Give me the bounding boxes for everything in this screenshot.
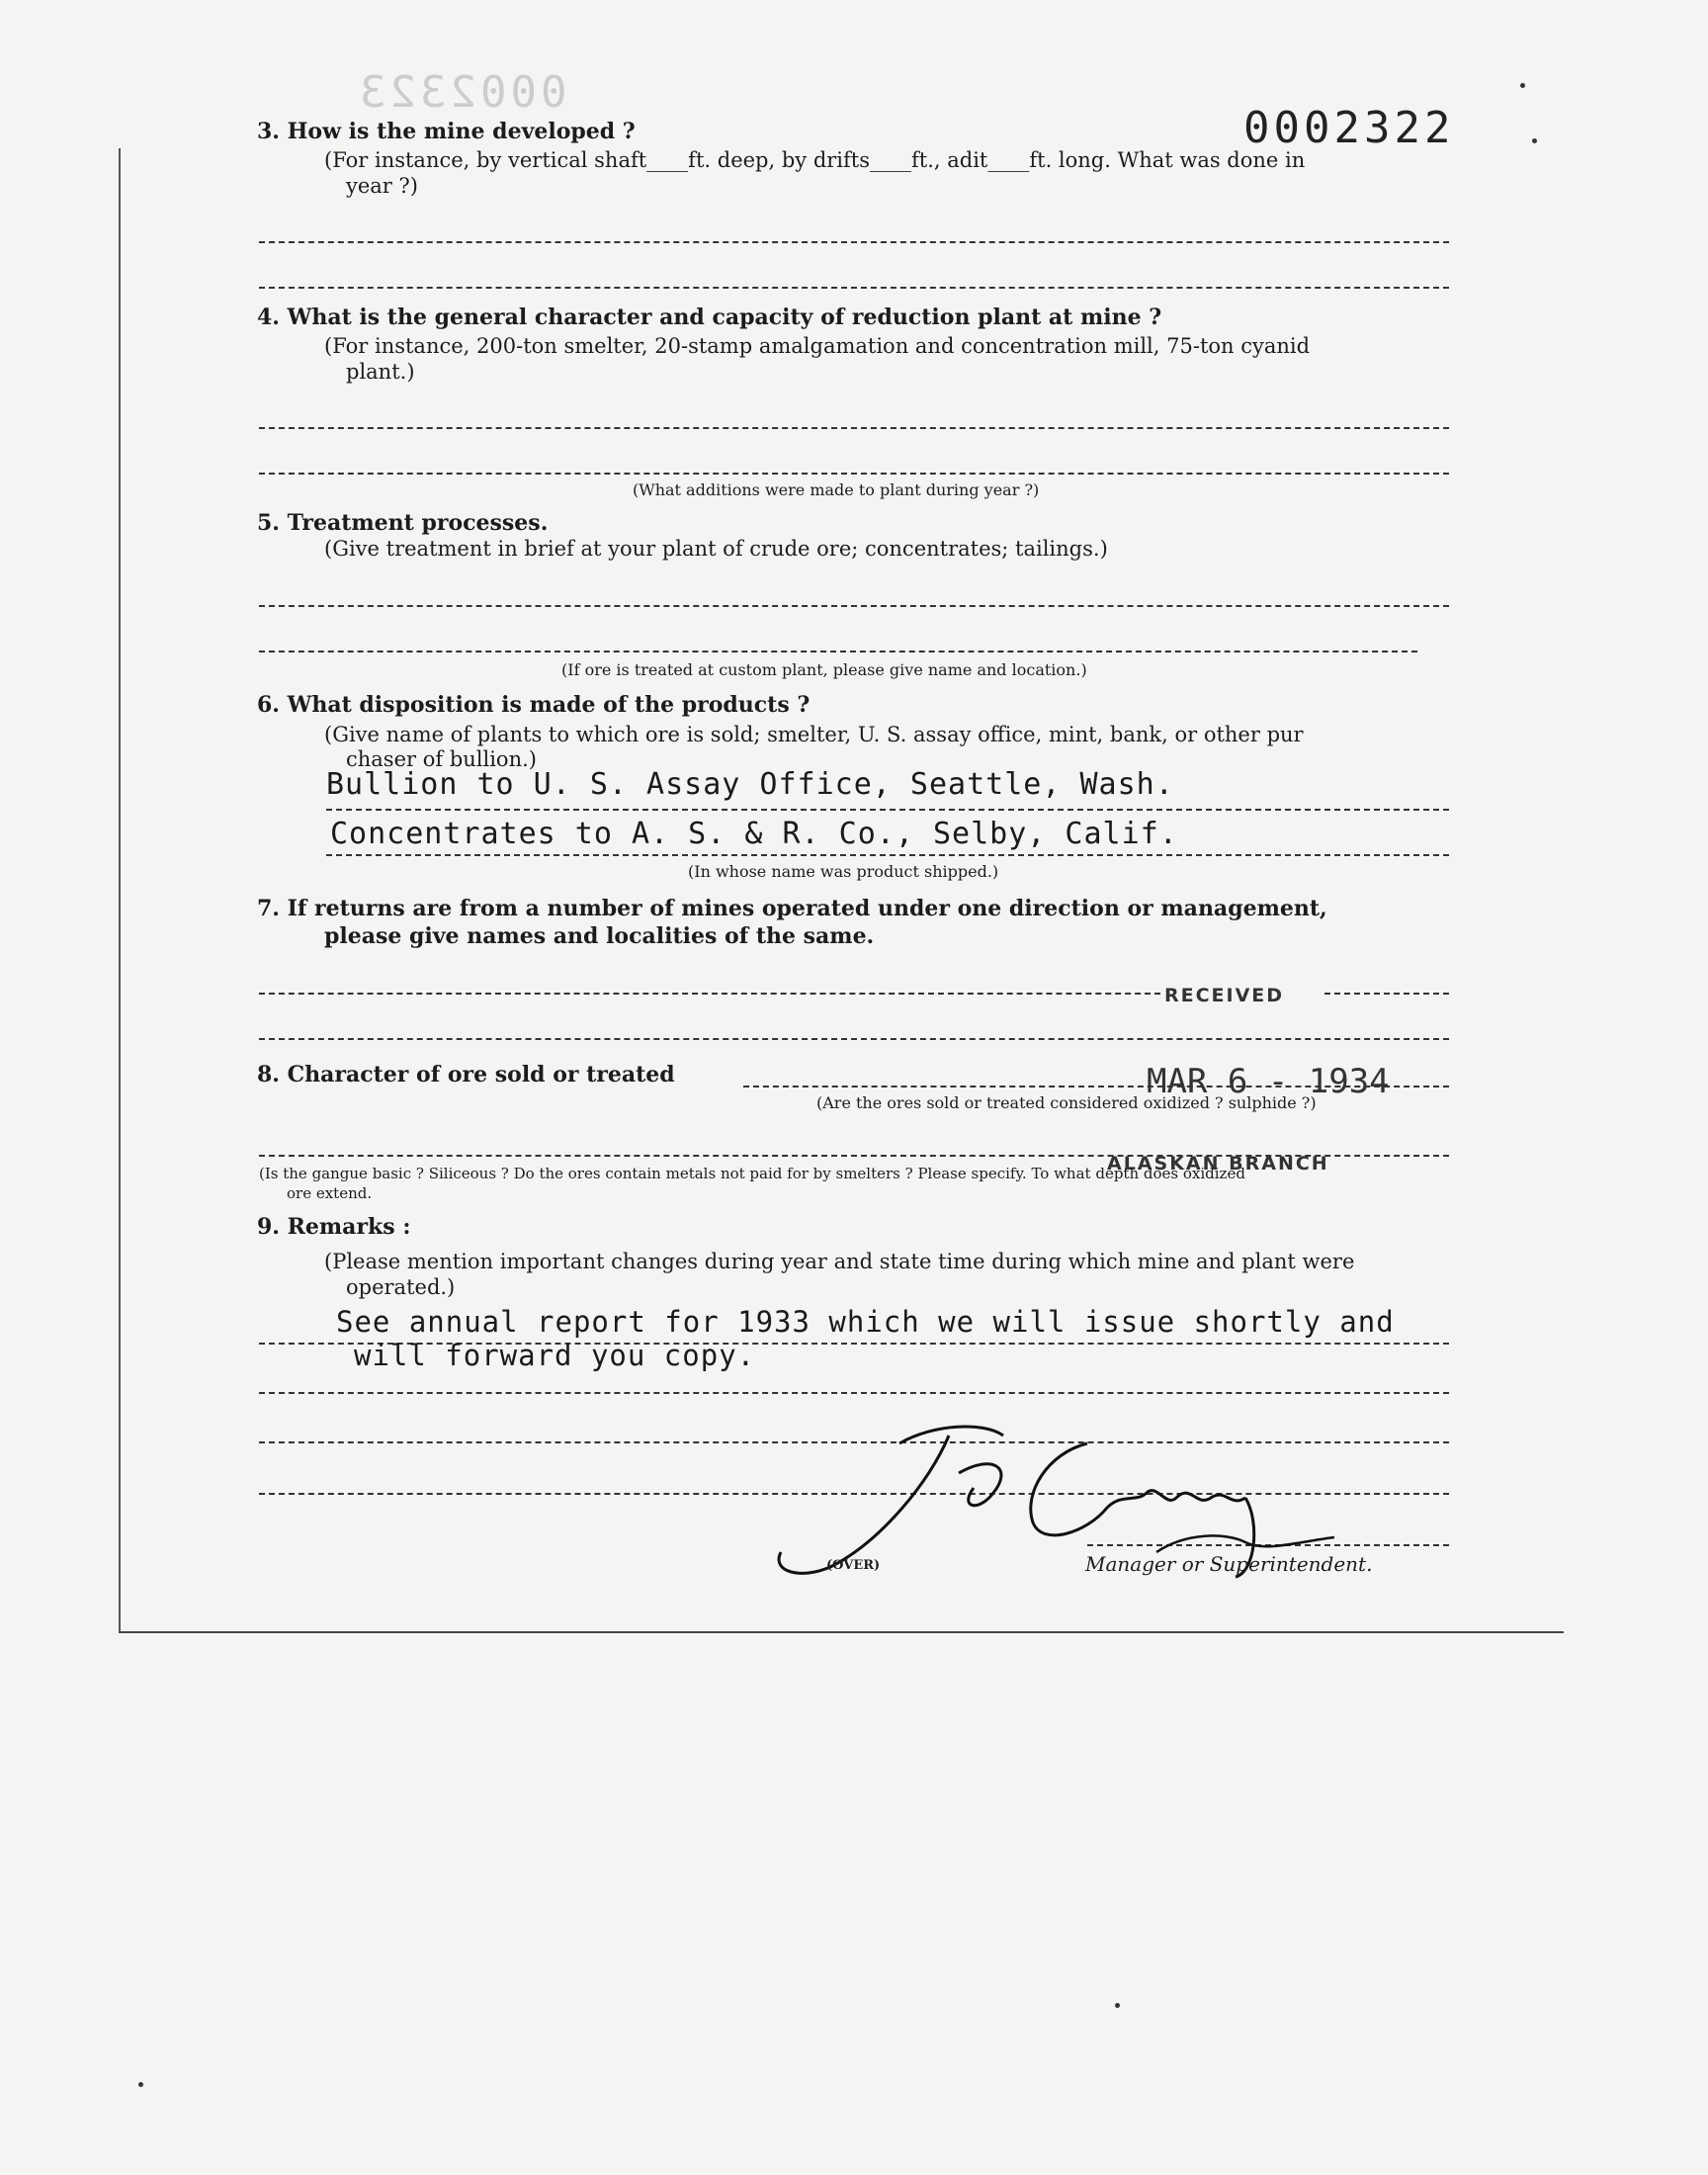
q5-answer-line-2 (259, 651, 1417, 652)
q5-hint: (Give treatment in brief at your plant of crude ore; concentrates; tailings.) (324, 537, 1108, 561)
speck (1532, 138, 1537, 143)
q6-answer-line-1 (326, 809, 1449, 811)
document-number: 0002322 (1243, 103, 1455, 153)
form-frame (119, 148, 1564, 1633)
q5-title: 5. Treatment processes. (257, 510, 549, 536)
q4-hint-line1: (For instance, 200-ton smelter, 20-stamp amalgamation and concentration mill, 75-ton cyanid (324, 334, 1311, 358)
q4-hint-line2: plant.) (346, 360, 415, 384)
received-stamp: RECEIVED (1164, 985, 1285, 1006)
bleed-through-number: 0002323 (356, 67, 567, 118)
q6-answer-line-2 (326, 854, 1449, 856)
q3-answer-line-1 (259, 241, 1449, 243)
q6-answer-line1: Bullion to U. S. Assay Office, Seattle, Wash. (326, 767, 1174, 802)
over-label: (OVER) (826, 1558, 881, 1573)
q6-hint-line1: (Give name of plants to which ore is sold; smelter, U. S. assay office, mint, bank, or other pur (324, 723, 1304, 746)
signer-role: Manager or Superintendent. (1085, 1552, 1373, 1576)
q6-hint-line2: chaser of bullion.) (346, 747, 537, 771)
q6-note: (In whose name was product shipped.) (688, 862, 999, 881)
q4-answer-line-1 (259, 427, 1449, 429)
q5-note: (If ore is treated at custom plant, please give name and location.) (561, 660, 1087, 679)
q6-title: 6. What disposition is made of the products ? (257, 692, 811, 718)
q8-note2-line2: ore extend. (287, 1184, 373, 1202)
q3-hint-line2: year ?) (346, 174, 418, 198)
q9-hint-line2: operated.) (346, 1275, 456, 1299)
received-date-stamp: MAR 6 - 1934 (1147, 1062, 1390, 1101)
speck (138, 2082, 143, 2087)
q7-answer-line-2 (259, 1038, 1449, 1040)
q9-title: 9. Remarks : (257, 1214, 411, 1240)
q8-answer-line-2 (259, 1155, 1449, 1157)
q9-hint-line1: (Please mention important changes during year and state time during which mine and plant were (324, 1250, 1355, 1273)
speck (1115, 2003, 1120, 2008)
q7-title-line1: 7. If returns are from a number of mines operated under one direction or management, (257, 896, 1327, 921)
q3-title: 3. How is the mine developed ? (257, 119, 636, 144)
q7-answer-line-1b (1324, 993, 1449, 995)
q9-answer-line-2 (259, 1392, 1449, 1394)
q8-note1: (Are the ores sold or treated considered oxidized ? sulphide ?) (816, 1093, 1317, 1112)
q4-answer-line-2 (259, 473, 1449, 475)
q4-note: (What additions were made to plant during year ?) (633, 480, 1040, 499)
q6-answer-line2: Concentrates to A. S. & R. Co., Selby, Calif. (330, 817, 1178, 851)
q4-title: 4. What is the general character and capacity of reduction plant at mine ? (257, 304, 1162, 330)
q9-answer-line1: See annual report for 1933 which we will issue shortly and (336, 1305, 1395, 1339)
q7-title-line2: please give names and localities of the same. (324, 923, 875, 949)
branch-stamp: ALASKAN BRANCH (1107, 1153, 1329, 1174)
q8-answer-line-1 (743, 1086, 1449, 1088)
q8-title: 8. Character of ore sold or treated (257, 1062, 675, 1088)
q3-hint-line1: (For instance, by vertical shaft____ft. deep, by drifts____ft., adit____ft. long. What was done in (324, 148, 1306, 172)
q3-answer-line-2 (259, 287, 1449, 289)
q5-answer-line-1 (259, 605, 1449, 607)
q7-answer-line-1 (259, 993, 1160, 995)
q8-note2-line1: (Is the gangue basic ? Siliceous ? Do the ores contain metals not paid for by smelters ? Please specify. To what depth does oxidized (259, 1165, 1245, 1182)
q9-answer-line2: will forward you copy. (354, 1339, 756, 1372)
speck (1520, 83, 1525, 88)
